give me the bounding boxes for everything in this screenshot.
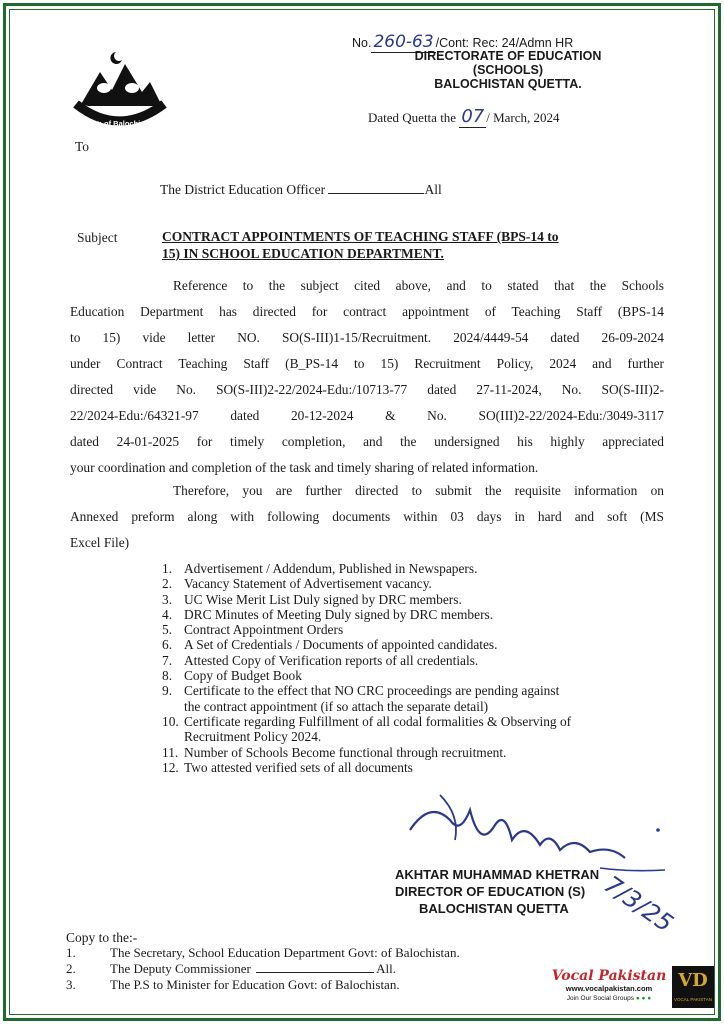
subject-label: Subject bbox=[77, 230, 118, 245]
document-item-text: the contract appointment (if so attach the separate detail) bbox=[184, 698, 489, 714]
addressee-line: The District Education Officer All bbox=[160, 182, 442, 197]
copy-to-item bbox=[66, 945, 460, 961]
watermark-brand: Vocal Pakistan bbox=[551, 968, 667, 984]
document-item-text: Certificate regarding Fulfillment of all codal formalities & Observing of bbox=[184, 713, 572, 729]
copy-to-text: The Secretary, School Education Department Govt: of Balochistan. bbox=[110, 945, 460, 960]
document-item-text: Advertisement / Addendum, Published in Newspapers. bbox=[184, 561, 478, 576]
document-item-number: 5. bbox=[162, 622, 173, 638]
handwritten-day: 07 bbox=[461, 106, 485, 127]
handwritten-number: 260-63 bbox=[373, 32, 434, 52]
document-item-text: DRC Minutes of Meeting Duly signed by DRC members. bbox=[184, 606, 494, 622]
office-name: DIRECTORATE OF EDUCATION (SCHOOLS) BALOCHISTAN QUETTA. bbox=[414, 49, 602, 91]
document-item bbox=[162, 729, 682, 744]
svg-text:Govt: of Balochistan: Govt: of Balochistan bbox=[82, 119, 156, 128]
document-item-number: 3. bbox=[162, 591, 173, 607]
document-item-number: 9. bbox=[162, 683, 173, 699]
document-item bbox=[162, 592, 682, 607]
copy-to-text: The P.S to Minister for Education Govt: of Balochistan. bbox=[110, 977, 400, 992]
copy-to-text: The Deputy Commissioner bbox=[110, 961, 251, 976]
document-item bbox=[162, 668, 682, 683]
watermark-url: www.vocalpakistan.com bbox=[565, 984, 653, 993]
document-item bbox=[162, 683, 682, 698]
govt-balochistan-logo bbox=[70, 42, 168, 134]
document-item bbox=[162, 745, 682, 760]
handwritten-date: 7/3/25 bbox=[598, 870, 679, 938]
signatory-block bbox=[395, 866, 625, 917]
copy-to-item bbox=[66, 977, 400, 993]
document-item bbox=[162, 760, 682, 775]
document-item-number bbox=[162, 699, 184, 714]
document-item bbox=[162, 576, 682, 591]
copy-to-number: 1. bbox=[66, 945, 76, 960]
signatory-name: AKHTAR MUHAMMAD KHETRAN bbox=[395, 867, 600, 882]
document-item-text: Contract Appointment Orders bbox=[184, 622, 344, 638]
document-item-text: Certificate to the effect that NO CRC proceedings are pending against bbox=[184, 683, 560, 699]
document-item bbox=[162, 699, 682, 714]
document-item-text: Copy of Budget Book bbox=[184, 668, 302, 684]
social-icons: ● ● ● bbox=[635, 995, 652, 1002]
document-item bbox=[162, 561, 682, 576]
document-item-text: Attested Copy of Verification reports of all credentials. bbox=[184, 652, 479, 668]
document-item-text: Recruitment Policy 2024. bbox=[184, 729, 322, 745]
vd-logo: VD VOCAL PAKISTAN bbox=[672, 966, 714, 1008]
paragraph-reference: Reference to the subject cited above, and to stated that the Schools Education Department has directed for contract appointment of Teaching Staff (BPS-14 to 15) vide letter NO. SO(S-III)1-15/Recruitment. 2024/4449-54 dated 26-09-2024 under Contract Teaching Staff (B_PS-14 to 15) Recruitment Policy, 2024 and further directed vide No. SO(S-III)2-22/2024-Edu:/10713-77 dated 27-11-2024, No. SO(S-III)2- 22/2024-Edu:/64321-97 dated 20-12-2024 & No. SO(III)2-22/2024-Edu:/3049-3117 dated 24-01-2025 for timely completion, and the undersigned his highly appreciated your coordination and completion of the task and timely sharing of related information. bbox=[70, 278, 664, 475]
copy-to-suffix: All. bbox=[376, 961, 396, 976]
document-item-text: UC Wise Merit List Duly signed by DRC members. bbox=[184, 591, 462, 607]
document-item-number: 1. bbox=[162, 561, 173, 576]
letter-number: No. 260-63 /Cont: Rec: 24/Admn HR bbox=[352, 32, 574, 52]
document-item-text: Vacancy Statement of Advertisement vacancy. bbox=[184, 576, 432, 592]
document-item-number: 4. bbox=[162, 606, 173, 622]
document-item bbox=[162, 607, 682, 622]
copy-to-heading: Copy to the:- bbox=[66, 930, 138, 945]
subject-text: CONTRACT APPOINTMENTS OF TEACHING STAFF (BPS-14 to 15) IN SCHOOL EDUCATION DEPARTMENT. bbox=[162, 229, 559, 261]
document-item bbox=[162, 714, 682, 729]
addressee-blank bbox=[328, 193, 424, 194]
dated-line: Dated Quetta the 07 / March, 2024 bbox=[368, 106, 560, 127]
document-item-number: 11. bbox=[162, 744, 179, 760]
document-item-number: 10. bbox=[162, 713, 179, 729]
watermark-tagline: Join Our Social Groups ● ● ● bbox=[566, 995, 652, 1002]
documents-list bbox=[162, 561, 682, 775]
document-item bbox=[162, 653, 682, 668]
document-item bbox=[162, 622, 682, 637]
document-item-text: Number of Schools Become functional through recruitment. bbox=[184, 744, 507, 760]
document-item-number bbox=[162, 729, 184, 744]
copy-to-blank bbox=[256, 972, 374, 973]
copy-to-item bbox=[66, 961, 396, 977]
vocal-pakistan-watermark bbox=[548, 968, 670, 1012]
copy-to-number: 2. bbox=[66, 961, 76, 976]
document-item bbox=[162, 637, 682, 652]
document-item-text: Two attested verified sets of all documents bbox=[184, 759, 413, 775]
copy-to-number: 3. bbox=[66, 977, 76, 992]
paragraph-directive: Therefore, you are further directed to submit the requisite information on Annexed preform along with following documents within 03 days in hard and soft (MS Excel File) bbox=[70, 483, 664, 550]
signatory-place: BALOCHISTAN QUETTA bbox=[419, 901, 569, 916]
document-item-number: 12. bbox=[162, 759, 179, 775]
document-item-number: 6. bbox=[162, 637, 173, 653]
document-item-text: A Set of Credentials / Documents of appointed candidates. bbox=[184, 637, 498, 653]
document-item-number: 2. bbox=[162, 576, 173, 592]
document-item-number: 7. bbox=[162, 652, 173, 668]
to-label: To bbox=[75, 139, 90, 154]
document-item-number: 8. bbox=[162, 668, 173, 684]
signatory-designation: DIRECTOR OF EDUCATION (S) bbox=[395, 884, 586, 899]
